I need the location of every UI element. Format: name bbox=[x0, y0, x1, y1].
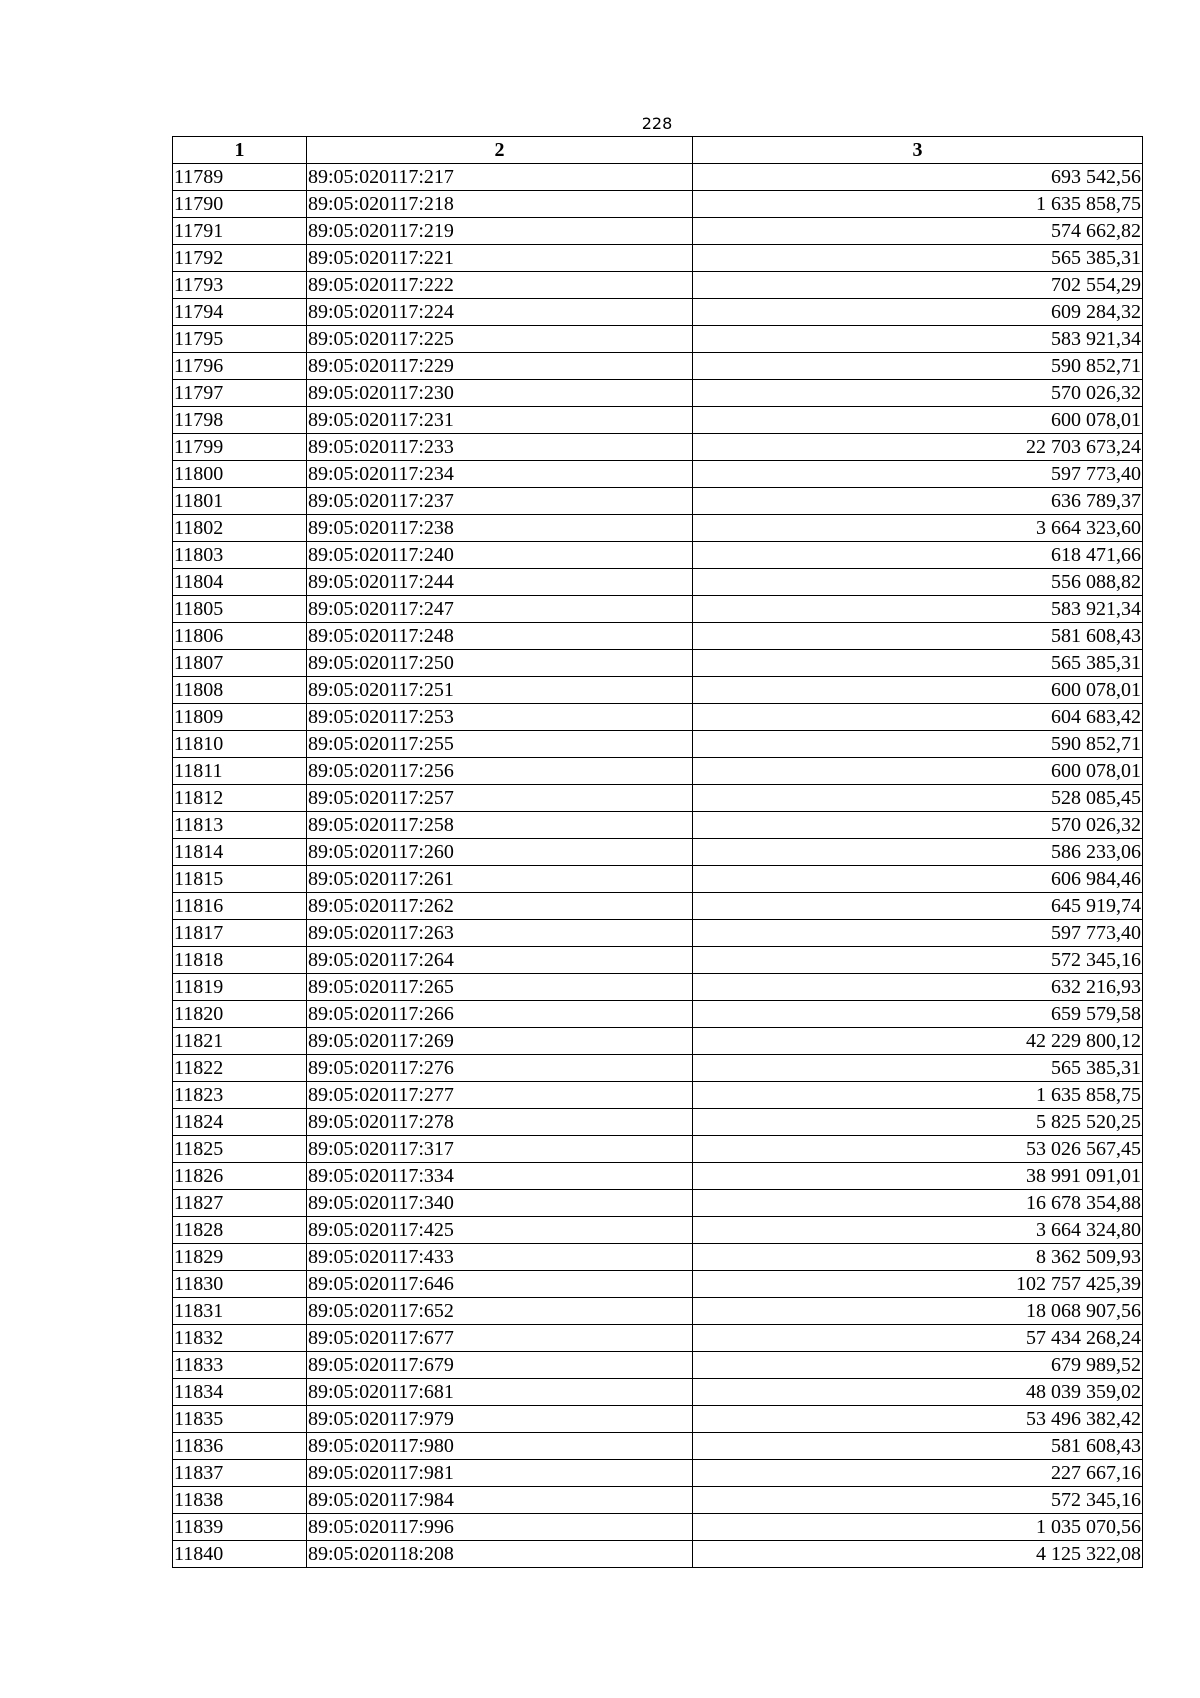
cadastral-number-cell: 89:05:020117:980 bbox=[307, 1433, 693, 1460]
table-row bbox=[173, 353, 1143, 380]
table-row bbox=[173, 1001, 1143, 1028]
row-number-cell: 11821 bbox=[173, 1028, 307, 1055]
table-row bbox=[173, 1379, 1143, 1406]
value-cell: 8 362 509,93 bbox=[693, 1244, 1143, 1271]
row-number-cell: 11813 bbox=[173, 812, 307, 839]
cadastral-number-cell: 89:05:020117:276 bbox=[307, 1055, 693, 1082]
cadastral-number-cell: 89:05:020117:253 bbox=[307, 704, 693, 731]
value-cell: 42 229 800,12 bbox=[693, 1028, 1143, 1055]
row-number-cell: 11802 bbox=[173, 515, 307, 542]
cadastral-number-cell: 89:05:020117:238 bbox=[307, 515, 693, 542]
table-row bbox=[173, 893, 1143, 920]
row-number-cell: 11837 bbox=[173, 1460, 307, 1487]
cadastral-number-cell: 89:05:020117:233 bbox=[307, 434, 693, 461]
row-number-cell: 11833 bbox=[173, 1352, 307, 1379]
cadastral-number-cell: 89:05:020117:263 bbox=[307, 920, 693, 947]
value-cell: 18 068 907,56 bbox=[693, 1298, 1143, 1325]
cadastral-number-cell: 89:05:020117:234 bbox=[307, 461, 693, 488]
value-cell: 636 789,37 bbox=[693, 488, 1143, 515]
cadastral-number-cell: 89:05:020117:996 bbox=[307, 1514, 693, 1541]
value-cell: 1 635 858,75 bbox=[693, 191, 1143, 218]
column-header-1: 1 bbox=[173, 137, 307, 164]
row-number-cell: 11795 bbox=[173, 326, 307, 353]
table-row bbox=[173, 1190, 1143, 1217]
value-cell: 679 989,52 bbox=[693, 1352, 1143, 1379]
cadastral-number-cell: 89:05:020117:251 bbox=[307, 677, 693, 704]
row-number-cell: 11834 bbox=[173, 1379, 307, 1406]
table-row bbox=[173, 434, 1143, 461]
row-number-cell: 11808 bbox=[173, 677, 307, 704]
row-number-cell: 11800 bbox=[173, 461, 307, 488]
cadastral-number-cell: 89:05:020117:240 bbox=[307, 542, 693, 569]
value-cell: 38 991 091,01 bbox=[693, 1163, 1143, 1190]
row-number-cell: 11801 bbox=[173, 488, 307, 515]
value-cell: 702 554,29 bbox=[693, 272, 1143, 299]
cadastral-number-cell: 89:05:020117:646 bbox=[307, 1271, 693, 1298]
cadastral-number-cell: 89:05:020117:979 bbox=[307, 1406, 693, 1433]
row-number-cell: 11840 bbox=[173, 1541, 307, 1568]
table-row bbox=[173, 164, 1143, 191]
table-row bbox=[173, 785, 1143, 812]
cadastral-number-cell: 89:05:020117:679 bbox=[307, 1352, 693, 1379]
row-number-cell: 11803 bbox=[173, 542, 307, 569]
cadastral-number-cell: 89:05:020117:433 bbox=[307, 1244, 693, 1271]
row-number-cell: 11793 bbox=[173, 272, 307, 299]
cadastral-number-cell: 89:05:020117:218 bbox=[307, 191, 693, 218]
value-cell: 583 921,34 bbox=[693, 596, 1143, 623]
value-cell: 565 385,31 bbox=[693, 1055, 1143, 1082]
row-number-cell: 11830 bbox=[173, 1271, 307, 1298]
table-row bbox=[173, 596, 1143, 623]
cadastral-number-cell: 89:05:020117:425 bbox=[307, 1217, 693, 1244]
row-number-cell: 11832 bbox=[173, 1325, 307, 1352]
value-cell: 572 345,16 bbox=[693, 1487, 1143, 1514]
cadastral-number-cell: 89:05:020118:208 bbox=[307, 1541, 693, 1568]
table-row bbox=[173, 1325, 1143, 1352]
table-row bbox=[173, 1514, 1143, 1541]
value-cell: 609 284,32 bbox=[693, 299, 1143, 326]
value-cell: 574 662,82 bbox=[693, 218, 1143, 245]
cadastral-number-cell: 89:05:020117:217 bbox=[307, 164, 693, 191]
row-number-cell: 11820 bbox=[173, 1001, 307, 1028]
table-row bbox=[173, 1460, 1143, 1487]
cadastral-number-cell: 89:05:020117:222 bbox=[307, 272, 693, 299]
table-row bbox=[173, 1271, 1143, 1298]
table-row bbox=[173, 218, 1143, 245]
table-row bbox=[173, 1406, 1143, 1433]
value-cell: 22 703 673,24 bbox=[693, 434, 1143, 461]
table-row bbox=[173, 1487, 1143, 1514]
table-row bbox=[173, 1082, 1143, 1109]
table-row bbox=[173, 1433, 1143, 1460]
value-cell: 53 026 567,45 bbox=[693, 1136, 1143, 1163]
value-cell: 597 773,40 bbox=[693, 461, 1143, 488]
cadastral-number-cell: 89:05:020117:257 bbox=[307, 785, 693, 812]
cadastral-number-cell: 89:05:020117:652 bbox=[307, 1298, 693, 1325]
cadastral-number-cell: 89:05:020117:255 bbox=[307, 731, 693, 758]
table-row bbox=[173, 1136, 1143, 1163]
table-row bbox=[173, 650, 1143, 677]
table-row bbox=[173, 515, 1143, 542]
row-number-cell: 11822 bbox=[173, 1055, 307, 1082]
cadastral-number-cell: 89:05:020117:237 bbox=[307, 488, 693, 515]
row-number-cell: 11796 bbox=[173, 353, 307, 380]
value-cell: 570 026,32 bbox=[693, 380, 1143, 407]
value-cell: 604 683,42 bbox=[693, 704, 1143, 731]
table-body bbox=[173, 164, 1143, 1568]
row-number-cell: 11819 bbox=[173, 974, 307, 1001]
table-row bbox=[173, 488, 1143, 515]
cadastral-number-cell: 89:05:020117:247 bbox=[307, 596, 693, 623]
cadastral-number-cell: 89:05:020117:262 bbox=[307, 893, 693, 920]
row-number-cell: 11792 bbox=[173, 245, 307, 272]
cadastral-number-cell: 89:05:020117:221 bbox=[307, 245, 693, 272]
table-row bbox=[173, 1109, 1143, 1136]
cadastral-number-cell: 89:05:020117:219 bbox=[307, 218, 693, 245]
row-number-cell: 11827 bbox=[173, 1190, 307, 1217]
row-number-cell: 11838 bbox=[173, 1487, 307, 1514]
value-cell: 53 496 382,42 bbox=[693, 1406, 1143, 1433]
row-number-cell: 11789 bbox=[173, 164, 307, 191]
value-cell: 4 125 322,08 bbox=[693, 1541, 1143, 1568]
table-row bbox=[173, 380, 1143, 407]
cadastral-number-cell: 89:05:020117:266 bbox=[307, 1001, 693, 1028]
row-number-cell: 11818 bbox=[173, 947, 307, 974]
table-row bbox=[173, 920, 1143, 947]
value-cell: 48 039 359,02 bbox=[693, 1379, 1143, 1406]
row-number-cell: 11814 bbox=[173, 839, 307, 866]
column-header-2: 2 bbox=[307, 137, 693, 164]
cadastral-number-cell: 89:05:020117:225 bbox=[307, 326, 693, 353]
cadastral-number-cell: 89:05:020117:984 bbox=[307, 1487, 693, 1514]
table-row bbox=[173, 272, 1143, 299]
value-cell: 3 664 323,60 bbox=[693, 515, 1143, 542]
table-row bbox=[173, 623, 1143, 650]
row-number-cell: 11790 bbox=[173, 191, 307, 218]
row-number-cell: 11839 bbox=[173, 1514, 307, 1541]
row-number-cell: 11828 bbox=[173, 1217, 307, 1244]
cadastral-number-cell: 89:05:020117:340 bbox=[307, 1190, 693, 1217]
row-number-cell: 11805 bbox=[173, 596, 307, 623]
table-row bbox=[173, 569, 1143, 596]
row-number-cell: 11829 bbox=[173, 1244, 307, 1271]
value-cell: 618 471,66 bbox=[693, 542, 1143, 569]
cadastral-number-cell: 89:05:020117:677 bbox=[307, 1325, 693, 1352]
value-cell: 528 085,45 bbox=[693, 785, 1143, 812]
data-table bbox=[172, 136, 1143, 1568]
table-row bbox=[173, 1541, 1143, 1568]
value-cell: 597 773,40 bbox=[693, 920, 1143, 947]
cadastral-number-cell: 89:05:020117:229 bbox=[307, 353, 693, 380]
row-number-cell: 11815 bbox=[173, 866, 307, 893]
header-row bbox=[173, 137, 1143, 164]
row-number-cell: 11804 bbox=[173, 569, 307, 596]
column-header-3: 3 bbox=[693, 137, 1143, 164]
row-number-cell: 11817 bbox=[173, 920, 307, 947]
value-cell: 1 635 858,75 bbox=[693, 1082, 1143, 1109]
value-cell: 581 608,43 bbox=[693, 1433, 1143, 1460]
cadastral-number-cell: 89:05:020117:260 bbox=[307, 839, 693, 866]
value-cell: 645 919,74 bbox=[693, 893, 1143, 920]
value-cell: 5 825 520,25 bbox=[693, 1109, 1143, 1136]
cadastral-number-cell: 89:05:020117:244 bbox=[307, 569, 693, 596]
value-cell: 600 078,01 bbox=[693, 407, 1143, 434]
value-cell: 227 667,16 bbox=[693, 1460, 1143, 1487]
table-row bbox=[173, 839, 1143, 866]
table-row bbox=[173, 731, 1143, 758]
table-header bbox=[173, 137, 1143, 164]
row-number-cell: 11809 bbox=[173, 704, 307, 731]
table-row bbox=[173, 461, 1143, 488]
value-cell: 693 542,56 bbox=[693, 164, 1143, 191]
row-number-cell: 11811 bbox=[173, 758, 307, 785]
table-row bbox=[173, 1217, 1143, 1244]
table-row bbox=[173, 1163, 1143, 1190]
value-cell: 16 678 354,88 bbox=[693, 1190, 1143, 1217]
row-number-cell: 11812 bbox=[173, 785, 307, 812]
table-row bbox=[173, 1028, 1143, 1055]
value-cell: 590 852,71 bbox=[693, 731, 1143, 758]
value-cell: 570 026,32 bbox=[693, 812, 1143, 839]
row-number-cell: 11799 bbox=[173, 434, 307, 461]
cadastral-number-cell: 89:05:020117:230 bbox=[307, 380, 693, 407]
cadastral-number-cell: 89:05:020117:681 bbox=[307, 1379, 693, 1406]
value-cell: 600 078,01 bbox=[693, 677, 1143, 704]
table-row bbox=[173, 407, 1143, 434]
cadastral-number-cell: 89:05:020117:317 bbox=[307, 1136, 693, 1163]
row-number-cell: 11836 bbox=[173, 1433, 307, 1460]
row-number-cell: 11823 bbox=[173, 1082, 307, 1109]
table-row bbox=[173, 677, 1143, 704]
cadastral-number-cell: 89:05:020117:264 bbox=[307, 947, 693, 974]
row-number-cell: 11824 bbox=[173, 1109, 307, 1136]
value-cell: 600 078,01 bbox=[693, 758, 1143, 785]
cadastral-number-cell: 89:05:020117:248 bbox=[307, 623, 693, 650]
table-row bbox=[173, 191, 1143, 218]
row-number-cell: 11825 bbox=[173, 1136, 307, 1163]
row-number-cell: 11797 bbox=[173, 380, 307, 407]
row-number-cell: 11831 bbox=[173, 1298, 307, 1325]
cadastral-number-cell: 89:05:020117:278 bbox=[307, 1109, 693, 1136]
page-number: 228 bbox=[641, 114, 673, 133]
table-row bbox=[173, 866, 1143, 893]
row-number-cell: 11826 bbox=[173, 1163, 307, 1190]
cadastral-number-cell: 89:05:020117:261 bbox=[307, 866, 693, 893]
row-number-cell: 11835 bbox=[173, 1406, 307, 1433]
cadastral-number-cell: 89:05:020117:277 bbox=[307, 1082, 693, 1109]
table-row bbox=[173, 245, 1143, 272]
value-cell: 659 579,58 bbox=[693, 1001, 1143, 1028]
table-row bbox=[173, 758, 1143, 785]
cadastral-number-cell: 89:05:020117:250 bbox=[307, 650, 693, 677]
table-row bbox=[173, 1055, 1143, 1082]
table-row bbox=[173, 947, 1143, 974]
table-row bbox=[173, 1298, 1143, 1325]
value-cell: 556 088,82 bbox=[693, 569, 1143, 596]
value-cell: 3 664 324,80 bbox=[693, 1217, 1143, 1244]
value-cell: 102 757 425,39 bbox=[693, 1271, 1143, 1298]
table-row bbox=[173, 1244, 1143, 1271]
table-row bbox=[173, 812, 1143, 839]
row-number-cell: 11816 bbox=[173, 893, 307, 920]
table-row bbox=[173, 542, 1143, 569]
row-number-cell: 11806 bbox=[173, 623, 307, 650]
value-cell: 565 385,31 bbox=[693, 245, 1143, 272]
row-number-cell: 11798 bbox=[173, 407, 307, 434]
value-cell: 583 921,34 bbox=[693, 326, 1143, 353]
row-number-cell: 11810 bbox=[173, 731, 307, 758]
cadastral-number-cell: 89:05:020117:256 bbox=[307, 758, 693, 785]
table-row bbox=[173, 326, 1143, 353]
row-number-cell: 11794 bbox=[173, 299, 307, 326]
table-row bbox=[173, 1352, 1143, 1379]
value-cell: 572 345,16 bbox=[693, 947, 1143, 974]
cadastral-number-cell: 89:05:020117:224 bbox=[307, 299, 693, 326]
cadastral-number-cell: 89:05:020117:269 bbox=[307, 1028, 693, 1055]
value-cell: 581 608,43 bbox=[693, 623, 1143, 650]
value-cell: 586 233,06 bbox=[693, 839, 1143, 866]
value-cell: 565 385,31 bbox=[693, 650, 1143, 677]
table-row bbox=[173, 974, 1143, 1001]
row-number-cell: 11807 bbox=[173, 650, 307, 677]
table-row bbox=[173, 704, 1143, 731]
value-cell: 590 852,71 bbox=[693, 353, 1143, 380]
value-cell: 1 035 070,56 bbox=[693, 1514, 1143, 1541]
table-row bbox=[173, 299, 1143, 326]
cadastral-number-cell: 89:05:020117:334 bbox=[307, 1163, 693, 1190]
value-cell: 606 984,46 bbox=[693, 866, 1143, 893]
cadastral-number-cell: 89:05:020117:258 bbox=[307, 812, 693, 839]
cadastral-number-cell: 89:05:020117:265 bbox=[307, 974, 693, 1001]
cadastral-number-cell: 89:05:020117:231 bbox=[307, 407, 693, 434]
value-cell: 57 434 268,24 bbox=[693, 1325, 1143, 1352]
row-number-cell: 11791 bbox=[173, 218, 307, 245]
value-cell: 632 216,93 bbox=[693, 974, 1143, 1001]
cadastral-number-cell: 89:05:020117:981 bbox=[307, 1460, 693, 1487]
